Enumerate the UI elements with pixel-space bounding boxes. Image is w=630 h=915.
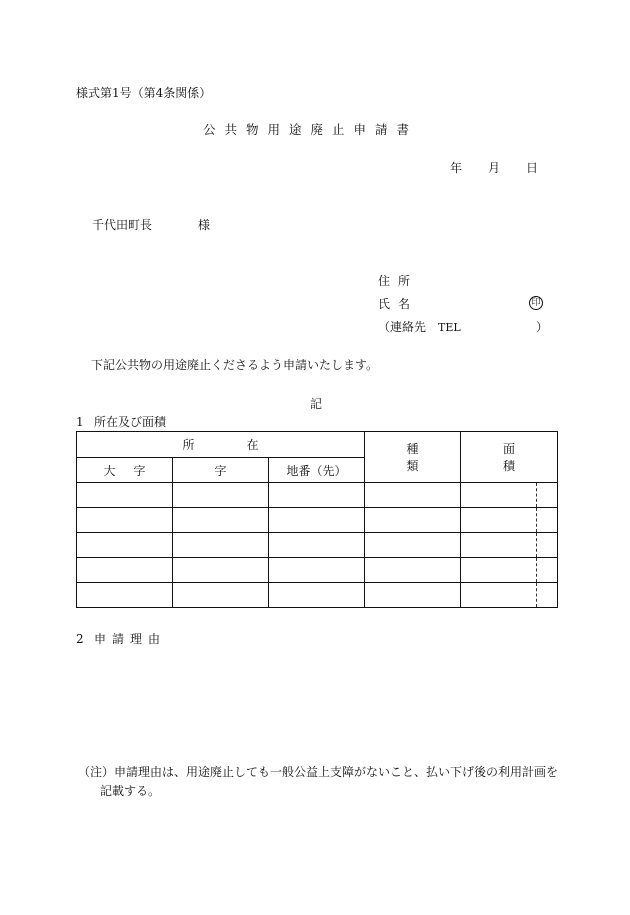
area-cell[interactable] — [461, 508, 558, 533]
type-cell[interactable] — [365, 583, 461, 608]
type-cell[interactable] — [365, 508, 461, 533]
area-divider — [536, 508, 537, 532]
chiban-cell[interactable] — [269, 558, 365, 583]
chiban-cell[interactable] — [269, 583, 365, 608]
date-month-field[interactable]: 月 — [488, 161, 501, 175]
addressee-name: 千代田町長 — [92, 218, 153, 232]
chiban-cell[interactable] — [269, 533, 365, 558]
area-divider — [536, 533, 537, 557]
aza-cell[interactable] — [173, 508, 269, 533]
note-label: （注） — [78, 765, 115, 779]
applicant-address-label: 住所 — [378, 274, 419, 288]
section1-number: 1 — [76, 415, 84, 429]
oaza-cell[interactable] — [77, 533, 173, 558]
aza-cell[interactable] — [173, 533, 269, 558]
section1-heading — [76, 416, 166, 428]
document-title: 公共物用途廃止申請書 — [203, 122, 419, 137]
form-number: 様式第1号（第4条関係） — [76, 86, 212, 100]
type-cell[interactable] — [365, 483, 461, 508]
chiban-cell[interactable] — [269, 483, 365, 508]
chiban-header: 地番（先） — [269, 458, 365, 483]
table-row — [77, 508, 558, 533]
table-row — [77, 483, 558, 508]
location-header: 所在 — [77, 432, 365, 458]
date-line — [450, 162, 538, 174]
type-header: 種類 — [365, 432, 461, 483]
area-cell[interactable] — [461, 533, 558, 558]
note-line1: 申請理由は、用途廃止しても一般公益上支障がないこと、払い下げ後の利用計画を — [114, 765, 559, 779]
area-cell[interactable] — [461, 583, 558, 608]
location-area-table — [76, 431, 558, 608]
oaza-cell[interactable] — [77, 558, 173, 583]
aza-header: 字 — [173, 458, 269, 483]
note-line2: 記載する。 — [100, 784, 161, 798]
oaza-cell[interactable] — [77, 508, 173, 533]
type-cell[interactable] — [365, 533, 461, 558]
section2-title: 申請理由 — [94, 632, 167, 646]
section2-heading — [76, 633, 166, 645]
addressee-honorific: 様 — [198, 218, 211, 232]
table-row — [77, 558, 558, 583]
area-divider — [536, 483, 537, 507]
area-cell[interactable] — [461, 483, 558, 508]
area-divider — [536, 558, 537, 582]
section1-title: 所在及び面積 — [94, 415, 167, 429]
table-row — [77, 533, 558, 558]
request-statement: 下記公共物の用途廃止くださるよう申請いたします。 — [91, 358, 379, 372]
oaza-header: 大字 — [77, 458, 173, 483]
applicant-name-label: 氏名 — [378, 297, 419, 311]
section2-number: 2 — [76, 632, 84, 646]
area-divider — [536, 583, 537, 607]
oaza-cell[interactable] — [77, 583, 173, 608]
aza-cell[interactable] — [173, 583, 269, 608]
date-year-field[interactable]: 年 — [450, 161, 463, 175]
aza-cell[interactable] — [173, 558, 269, 583]
seal-icon: 印 — [529, 296, 543, 310]
tel-label: TEL — [438, 321, 461, 334]
table-row — [77, 583, 558, 608]
date-day-field[interactable]: 日 — [526, 161, 539, 175]
area-cell[interactable] — [461, 558, 558, 583]
applicant-contact — [378, 320, 549, 334]
note — [78, 766, 558, 778]
contact-close: ） — [536, 320, 549, 334]
ki-heading: 記 — [310, 397, 323, 411]
area-header: 面積 — [461, 432, 558, 483]
chiban-cell[interactable] — [269, 508, 365, 533]
contact-open: （連絡先 — [378, 320, 427, 334]
aza-cell[interactable] — [173, 483, 269, 508]
addressee — [92, 219, 210, 231]
type-cell[interactable] — [365, 558, 461, 583]
oaza-cell[interactable] — [77, 483, 173, 508]
